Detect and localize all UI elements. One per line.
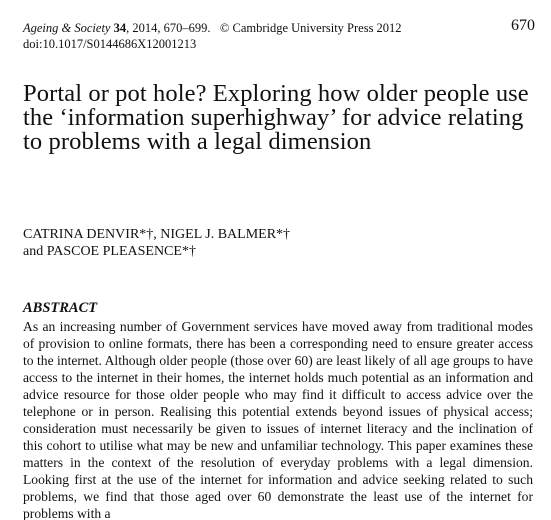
- author-list: [23, 226, 533, 260]
- page-number: 670: [511, 17, 535, 34]
- abstract-text: As an increasing number of Government services have moved away from traditional modes of provision to online formats, there has been a corresponding need to ensure greater access to the internet. Although older people (those over 60) are least likely of all age groups to have access to the internet in their homes, the internet holds much potential as an information and advice resource for those older people who may find it difficult to access advice over the telephone or in person. Realising this potential extends beyond issues of physical access; consideration must necessarily be given to issues of internet literacy and the inclination of this cohort to utilise what may be new and unfamiliar technology. This paper examines these matters in the context of the resolution of everyday problems with a legal dimension. Looking first at the use of the internet for information and advice seeking related to such problems, we find that those aged over 60 demonstrate the least use of the internet for problems with a: [23, 319, 533, 520]
- journal-name: Ageing & Society: [23, 21, 111, 35]
- copyright-notice: © Cambridge University Press 2012: [219, 21, 402, 35]
- journal-pages-year: , 2014, 670–699.: [126, 21, 211, 35]
- author-line-1: CATRINA DENVIR*†, NIGEL J. BALMER*†: [23, 227, 291, 242]
- abstract-heading: ABSTRACT: [23, 300, 98, 316]
- doi: doi:10.1017/S0144686X12001213: [23, 37, 197, 51]
- author-line-2: and PASCOE PLEASENCE*†: [23, 244, 196, 259]
- running-header: [23, 17, 535, 52]
- journal-volume: 34: [113, 21, 127, 35]
- paper-title: Portal or pot hole? Exploring how older people use the ‘information superhighway’ for advice relating to problems with a legal dimension: [23, 80, 529, 155]
- citation-line: [23, 17, 535, 36]
